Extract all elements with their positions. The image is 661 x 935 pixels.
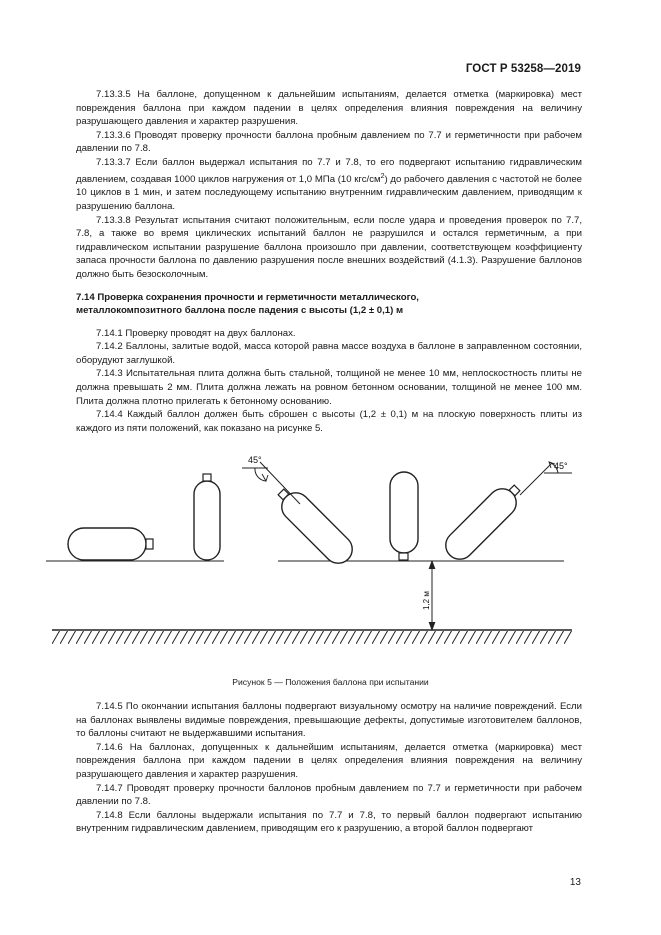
cylinder-horizontal	[68, 528, 153, 560]
figure-5-cylinder-positions	[44, 448, 584, 648]
paragraph-7-14-4: 7.14.4 Каждый баллон должен быть сброшен с высоты (1,2 ± 0,1) м на плоскую поверхность плиты из каждого из пяти положений, как показано на рисунке 5.	[76, 409, 582, 434]
paragraph-7-14-2: 7.14.2 Баллоны, залитые водой, масса которой равна массе воздуха в баллоне в заправленном состоянии, оборудуют заглушкой.	[76, 341, 582, 366]
cylinder-vertical-valve-down	[390, 472, 418, 560]
cylinder-inclined-right	[440, 478, 527, 565]
heading-line-2: металлокомпозитного баллона после падения с высоты (1,2 ± 0,1) м	[76, 305, 404, 317]
paragraph-7-13-3-5: 7.13.3.5 На баллоне, допущенном к дальнейшим испытаниям, делается отметка (маркировка) мест повреждения баллона при каждом падении в целях определения влияния повреждения на величину разрушающего давления и характер разрушения.	[76, 89, 582, 128]
text-block-bottom	[76, 700, 582, 836]
standard-header: ГОСТ Р 53258—2019	[465, 63, 581, 75]
superscript-2: 2	[380, 172, 385, 180]
section-heading-7-14	[76, 291, 582, 318]
paragraph-7-14-7: 7.14.7 Проводят проверку прочности баллонов пробным давлением по 7.7 и герметичности при рабочем давлении по 7.8.	[76, 782, 582, 808]
paragraph-7-13-3-7-part2: ) до рабочего давления с частотой не более 10 циклов в 1 мин, и затем последующему испытанию внутренним гидравлическим давлением, приводящим к разрушению баллона.	[76, 173, 582, 212]
heading-line-1: 7.14 Проверка сохранения прочности и герметичности металлического,	[76, 291, 419, 303]
angle-label-right: 45°	[554, 461, 568, 471]
ground-hatching	[52, 631, 572, 644]
paragraph-7-14-5: 7.14.5 По окончании испытания баллоны подвергают визуальному осмотру на наличие повреждений. Если на баллонах выявлены видимые повреждения, превышающие дефекты, допустимые изготовителем баллонов, то баллоны считают не выдержавшими испытания.	[76, 701, 582, 740]
paragraph-7-14-1: 7.14.1 Проверку проводят на двух баллонах.	[96, 327, 296, 339]
paragraph-7-13-3-7	[76, 156, 582, 214]
paragraph-7-13-3-6: 7.13.3.6 Проводят проверку прочности баллона пробным давлением по 7.7 и герметичности при рабочем давлении по 7.8.	[76, 129, 582, 155]
paragraph-7-13-3-8: 7.13.3.8 Результат испытания считают положительным, если после удара и проведения проверок по 7.7, 7.8, а также во время циклических испытаний баллон не разрушился и остался герметичным, а при гидравлическом испытании разрушение баллона произошло при давлении, соответствующем коэффициенту запаса прочности баллона по давлению разрушения после внешних воздействий (4.1.3). Разрушение баллонов должно быть безосколочным.	[76, 214, 582, 280]
height-label: 1,2 м	[422, 591, 431, 610]
paragraph-7-14-6: 7.14.6 На баллонах, допущенных к дальнейшим испытаниям, делается отметка (маркировка) мест повреждения баллона при каждом падении в целях определения влияния повреждения на величину разрушающего давления и характер разрушения.	[76, 741, 582, 780]
paragraph-7-14-8: 7.14.8 Если баллоны выдержали испытания по 7.7 и 7.8, то первый баллон подвергают испытанию внутренним гидравлическим давлением, приводящим его к разрушению, а второй баллон подвергают	[76, 809, 582, 835]
cylinder-vertical-valve-up	[194, 474, 220, 560]
page-number: 13	[569, 877, 581, 888]
text-block-top	[76, 88, 582, 435]
cylinder-inclined-left	[271, 482, 358, 569]
paragraph-7-14-3: 7.14.3 Испытательная плита должна быть стальной, толщиной не менее 10 мм, неплоскостность плиты не должна превышать 2 мм. Плита должна лежать на ровном бетонном основании, толщиной не менее 100 мм. Плита должна плотно прилегать к бетонному основанию.	[76, 368, 582, 407]
figure-caption: Рисунок 5 — Положения баллона при испытании	[232, 677, 429, 687]
angle-label-left: 45°	[248, 455, 262, 465]
paragraph-7-13-3-7-part1: 7.13.3.7 Если баллон выдержал испытания по 7.7 и 7.8, то его подвергают испытанию гидравлическим давлением, создавая 1000 циклов нагружения от 1,0 МПа (10 кгс/см	[76, 156, 582, 185]
